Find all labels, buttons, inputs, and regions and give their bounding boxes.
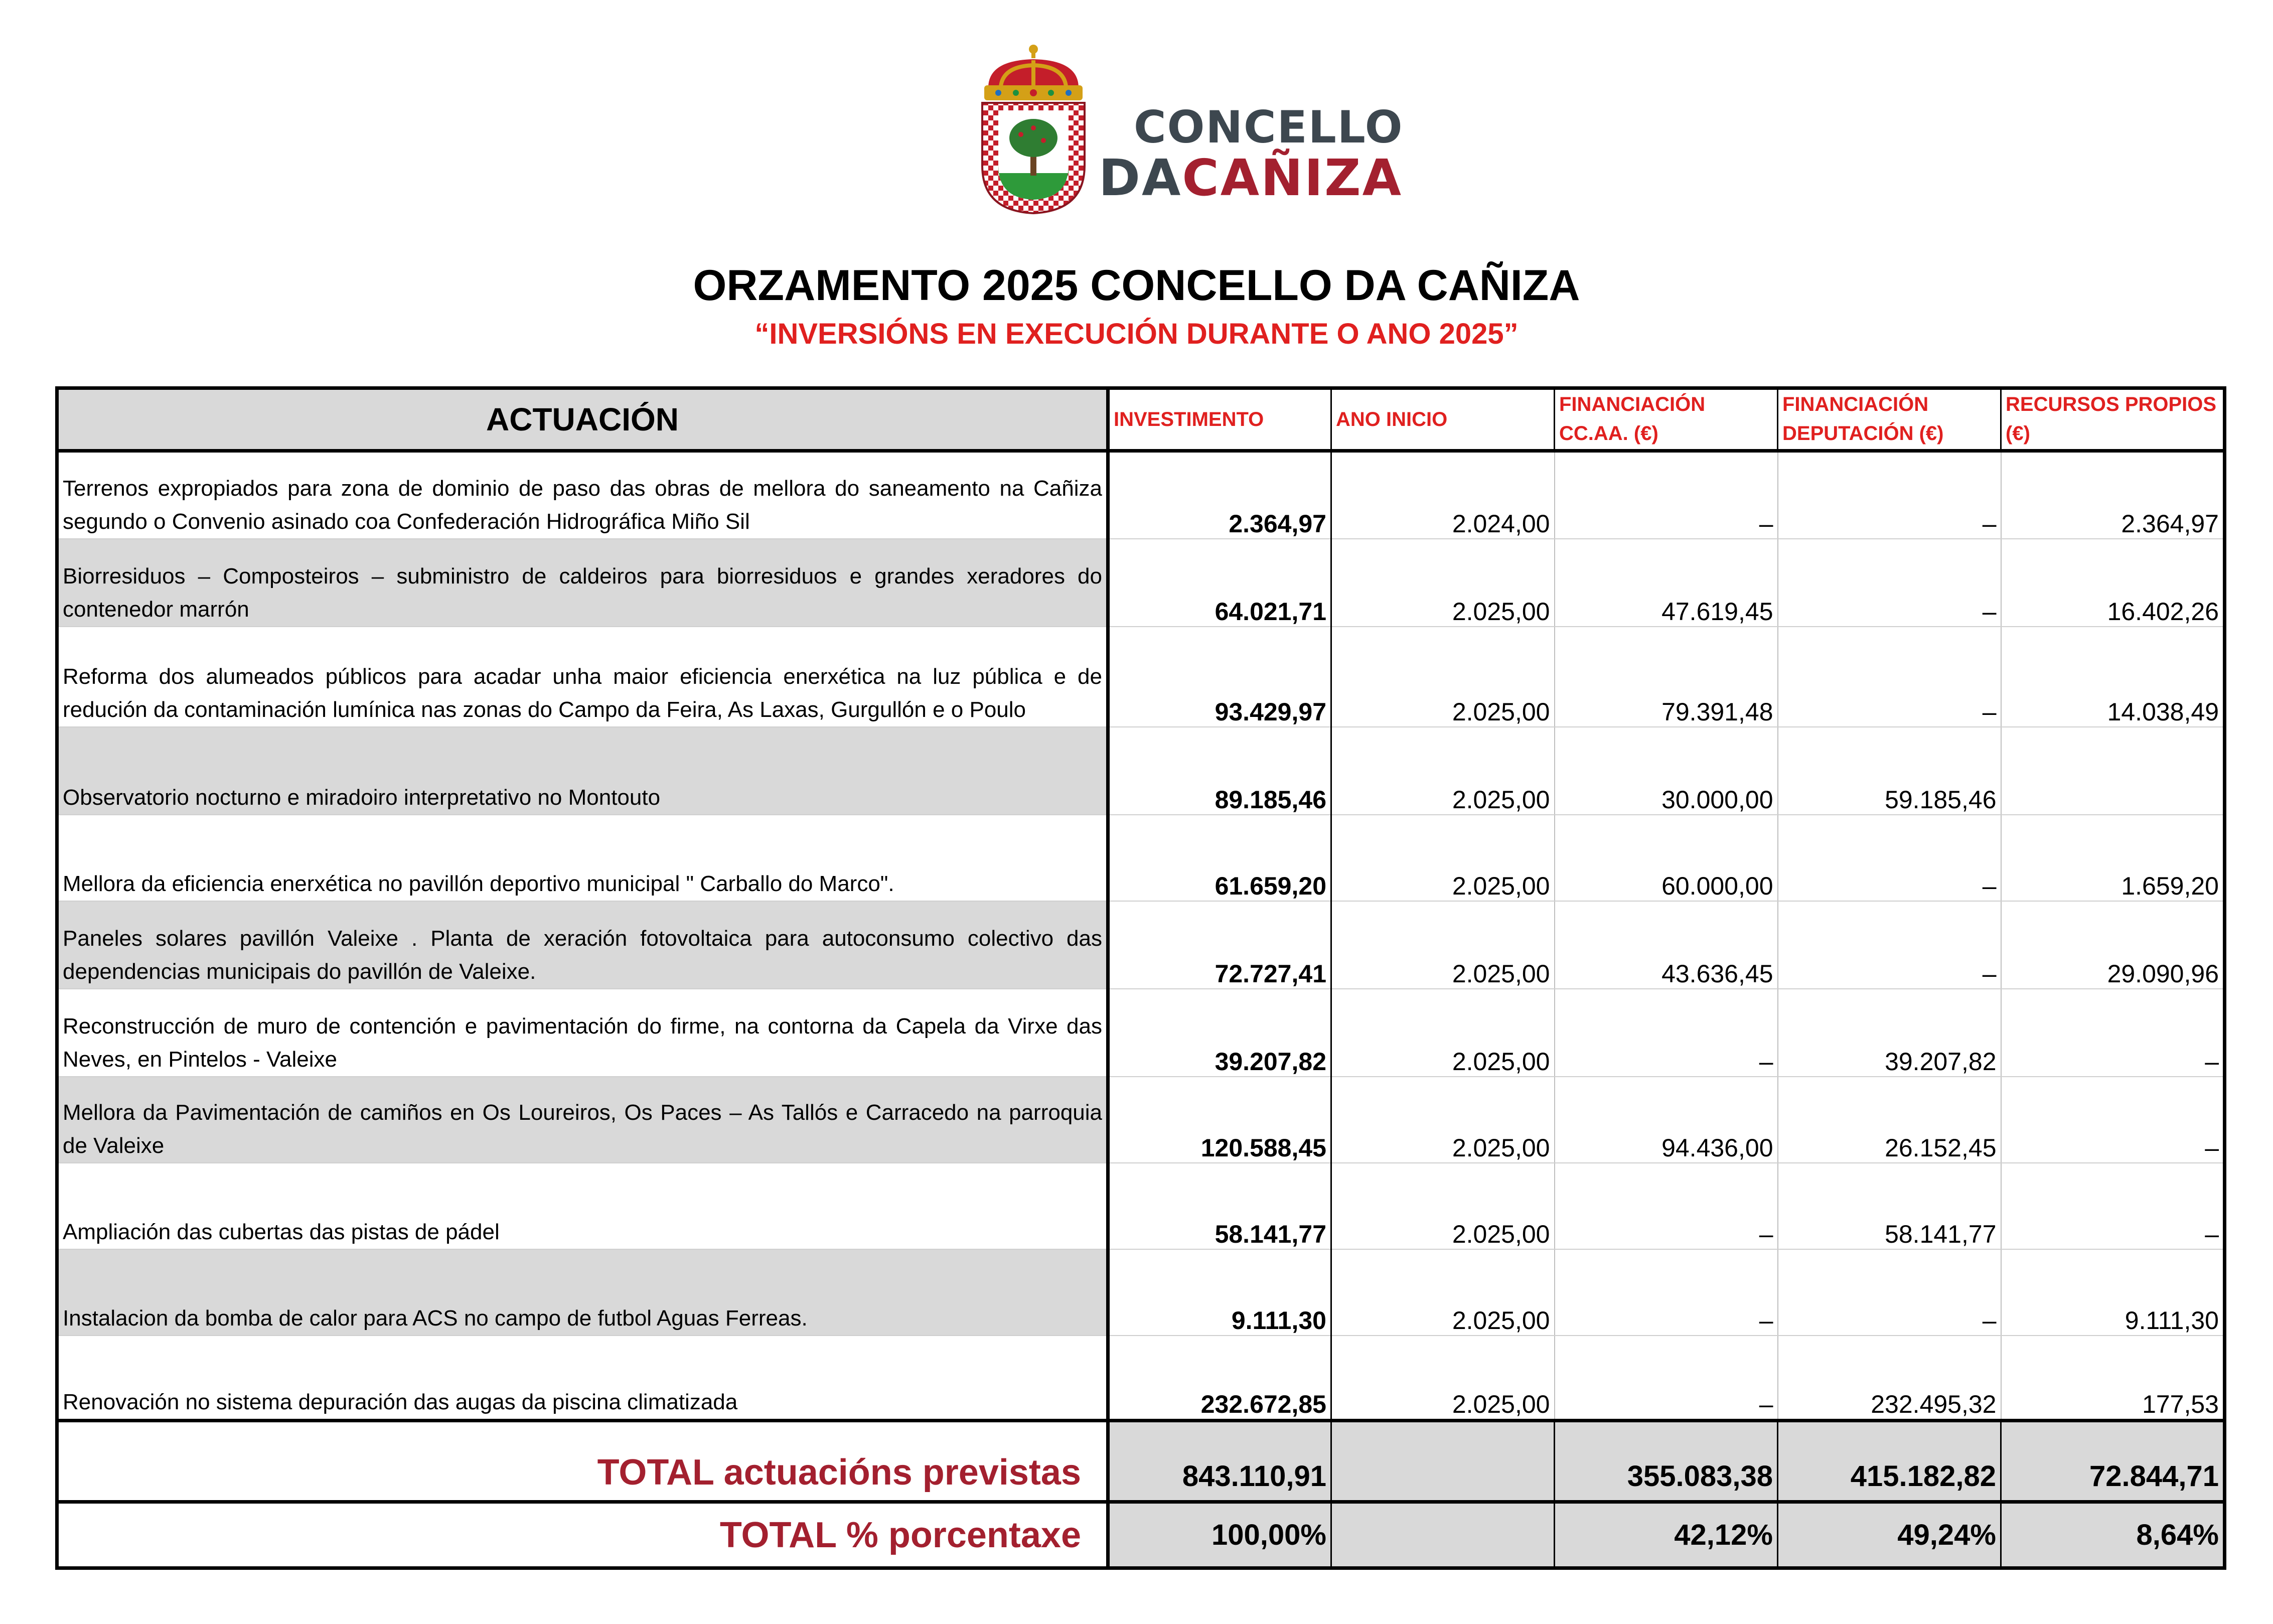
- row-investimento: 9.111,30: [1108, 1249, 1331, 1336]
- row-financiacion-deputacion: 39.207,82: [1778, 989, 2001, 1077]
- table-row: [57, 901, 2225, 989]
- header-financiacion-ccaa-line2: CC.AA. (€): [1559, 422, 1658, 445]
- header-financiacion-deputacion-line1: FINANCIACIÓN: [1782, 393, 1929, 415]
- row-financiacion-deputacion: –: [1778, 1249, 2001, 1336]
- row-actuacion: Mellora da Pavimentación de camiños en Os Loureiros, Os Paces – As Tallós e Carracedo na parroquia de Valeixe: [57, 1077, 1108, 1163]
- row-investimento: 120.588,45: [1108, 1077, 1331, 1163]
- header-recursos-propios-line2: (€): [2006, 422, 2030, 445]
- header-financiacion-ccaa: [1555, 388, 1778, 451]
- row-financiacion-deputacion: –: [1778, 627, 2001, 727]
- percentages-row: [57, 1502, 2225, 1568]
- header-financiacion-deputacion-line2: DEPUTACIÓN (€): [1782, 422, 1944, 445]
- row-financiacion-ccaa: –: [1555, 1163, 1778, 1249]
- row-financiacion-ccaa: 60.000,00: [1555, 815, 1778, 901]
- table-row: [57, 1163, 2225, 1249]
- row-recursos-propios: 9.111,30: [2001, 1249, 2225, 1336]
- row-investimento: 89.185,46: [1108, 727, 1331, 815]
- header-ano-inicio: ANO INICIO: [1331, 388, 1555, 451]
- totals-investimento: 843.110,91: [1108, 1421, 1331, 1502]
- row-financiacion-ccaa: 43.636,45: [1555, 901, 1778, 989]
- table-header-row: [57, 388, 2225, 451]
- totals-label: TOTAL actuacións previstas: [57, 1421, 1108, 1502]
- totals-ccaa: 355.083,38: [1555, 1421, 1778, 1502]
- row-actuacion: Paneles solares pavillón Valeixe . Planta de xeración fotovoltaica para autoconsumo colectivo das dependencias municipais do pavillón de Valeixe.: [57, 901, 1108, 989]
- row-recursos-propios: 16.402,26: [2001, 539, 2225, 627]
- row-actuacion: Mellora da eficiencia enerxética no pavillón deportivo municipal " Carballo do Marco".: [57, 815, 1108, 901]
- totals-deputacion: 415.182,82: [1778, 1421, 2001, 1502]
- row-financiacion-ccaa: 30.000,00: [1555, 727, 1778, 815]
- row-investimento: 39.207,82: [1108, 989, 1331, 1077]
- row-ano-inicio: 2.024,00: [1331, 451, 1555, 539]
- table-row: [57, 815, 2225, 901]
- row-ano-inicio: 2.025,00: [1331, 1077, 1555, 1163]
- row-investimento: 61.659,20: [1108, 815, 1331, 901]
- percentages-investimento: 100,00%: [1108, 1502, 1331, 1568]
- header-recursos-propios-line1: RECURSOS PROPIOS: [2006, 393, 2217, 415]
- row-investimento: 64.021,71: [1108, 539, 1331, 627]
- percentages-ano-inicio: [1331, 1502, 1555, 1568]
- row-financiacion-ccaa: 47.619,45: [1555, 539, 1778, 627]
- row-ano-inicio: 2.025,00: [1331, 1336, 1555, 1421]
- row-financiacion-deputacion: –: [1778, 539, 2001, 627]
- row-recursos-propios: –: [2001, 1077, 2225, 1163]
- row-actuacion: Biorresiduos – Composteiros – subministro de caldeiros para biorresiduos e grandes xeradores do contenedor marrón: [57, 539, 1108, 627]
- percentages-label: TOTAL % porcentaxe: [57, 1502, 1108, 1568]
- row-ano-inicio: 2.025,00: [1331, 1249, 1555, 1336]
- row-recursos-propios: 14.038,49: [2001, 627, 2225, 727]
- row-recursos-propios: 2.364,97: [2001, 451, 2225, 539]
- row-financiacion-deputacion: –: [1778, 901, 2001, 989]
- row-ano-inicio: 2.025,00: [1331, 539, 1555, 627]
- row-investimento: 232.672,85: [1108, 1336, 1331, 1421]
- totals-propios: 72.844,71: [2001, 1421, 2225, 1502]
- table-row: [57, 627, 2225, 727]
- row-actuacion: Reforma dos alumeados públicos para acadar unha maior eficiencia enerxética na luz pública e de redución da contaminación lumínica nas zonas do Campo da Feira, As Laxas, Gurgullón e o Poulo: [57, 627, 1108, 727]
- row-financiacion-deputacion: –: [1778, 451, 2001, 539]
- percentages-deputacion: 49,24%: [1778, 1502, 2001, 1568]
- table-row: [57, 539, 2225, 627]
- coat-of-arms-icon: [973, 40, 1094, 216]
- table-row: [57, 1249, 2225, 1336]
- logo-text-canhiza: CAÑIZA: [1182, 149, 1403, 207]
- table-row: [57, 989, 2225, 1077]
- row-actuacion: Renovación no sistema depuración das augas da piscina climatizada: [57, 1336, 1108, 1421]
- row-financiacion-ccaa: –: [1555, 451, 1778, 539]
- row-investimento: 93.429,97: [1108, 627, 1331, 727]
- row-actuacion: Instalacion da bomba de calor para ACS no campo de futbol Aguas Ferreas.: [57, 1249, 1108, 1336]
- document-subtitle: “INVERSIÓNS EN EXECUCIÓN DURANTE O ANO 2025”: [754, 318, 1519, 350]
- header-financiacion-deputacion: [1778, 388, 2001, 451]
- row-financiacion-deputacion: 59.185,46: [1778, 727, 2001, 815]
- row-recursos-propios: –: [2001, 989, 2225, 1077]
- concello-logo: [973, 40, 1435, 221]
- row-recursos-propios: [2001, 727, 2225, 815]
- logo-text-da: DA: [1099, 149, 1182, 207]
- row-ano-inicio: 2.025,00: [1331, 815, 1555, 901]
- table-row: [57, 1336, 2225, 1421]
- row-recursos-propios: 1.659,20: [2001, 815, 2225, 901]
- header-recursos-propios: [2001, 388, 2225, 451]
- row-financiacion-ccaa: 94.436,00: [1555, 1077, 1778, 1163]
- percentages-ccaa: 42,12%: [1555, 1502, 1778, 1568]
- document-title: ORZAMENTO 2025 CONCELLO DA CAÑIZA: [693, 261, 1580, 310]
- row-recursos-propios: 177,53: [2001, 1336, 2225, 1421]
- row-ano-inicio: 2.025,00: [1331, 901, 1555, 989]
- totals-ano-inicio: [1331, 1421, 1555, 1502]
- row-actuacion: Observatorio nocturno e miradoiro interpretativo no Montouto: [57, 727, 1108, 815]
- row-financiacion-deputacion: –: [1778, 815, 2001, 901]
- percentages-propios: 8,64%: [2001, 1502, 2225, 1568]
- totals-row: [57, 1421, 2225, 1502]
- row-ano-inicio: 2.025,00: [1331, 727, 1555, 815]
- row-investimento: 2.364,97: [1108, 451, 1331, 539]
- row-ano-inicio: 2.025,00: [1331, 627, 1555, 727]
- table-row: [57, 1077, 2225, 1163]
- logo-text-concello: CONCELLO: [1134, 101, 1404, 153]
- row-actuacion: Ampliación das cubertas das pistas de pádel: [57, 1163, 1108, 1249]
- header-investimento: INVESTIMENTO: [1108, 388, 1331, 451]
- row-financiacion-ccaa: –: [1555, 989, 1778, 1077]
- row-recursos-propios: 29.090,96: [2001, 901, 2225, 989]
- row-ano-inicio: 2.025,00: [1331, 989, 1555, 1077]
- row-investimento: 58.141,77: [1108, 1163, 1331, 1249]
- row-recursos-propios: –: [2001, 1163, 2225, 1249]
- budget-table: [55, 386, 2226, 1570]
- table-row: [57, 451, 2225, 539]
- row-investimento: 72.727,41: [1108, 901, 1331, 989]
- row-financiacion-ccaa: –: [1555, 1336, 1778, 1421]
- row-actuacion: Terrenos expropiados para zona de dominio de paso das obras de mellora do saneamento na Cañiza segundo o Convenio asinado coa Confederación Hidrográfica Miño Sil: [57, 451, 1108, 539]
- row-financiacion-deputacion: 232.495,32: [1778, 1336, 2001, 1421]
- logo-text-place: [1099, 149, 1403, 207]
- row-financiacion-ccaa: –: [1555, 1249, 1778, 1336]
- header-actuacion: ACTUACIÓN: [57, 388, 1108, 451]
- row-actuacion: Reconstrucción de muro de contención e pavimentación do firme, na contorna da Capela da Virxe das Neves, en Pintelos - Valeixe: [57, 989, 1108, 1077]
- header-financiacion-ccaa-line1: FINANCIACIÓN: [1559, 393, 1706, 415]
- row-financiacion-deputacion: 58.141,77: [1778, 1163, 2001, 1249]
- row-financiacion-deputacion: 26.152,45: [1778, 1077, 2001, 1163]
- table-row: [57, 727, 2225, 815]
- table-body: [57, 451, 2225, 1421]
- row-ano-inicio: 2.025,00: [1331, 1163, 1555, 1249]
- row-financiacion-ccaa: 79.391,48: [1555, 627, 1778, 727]
